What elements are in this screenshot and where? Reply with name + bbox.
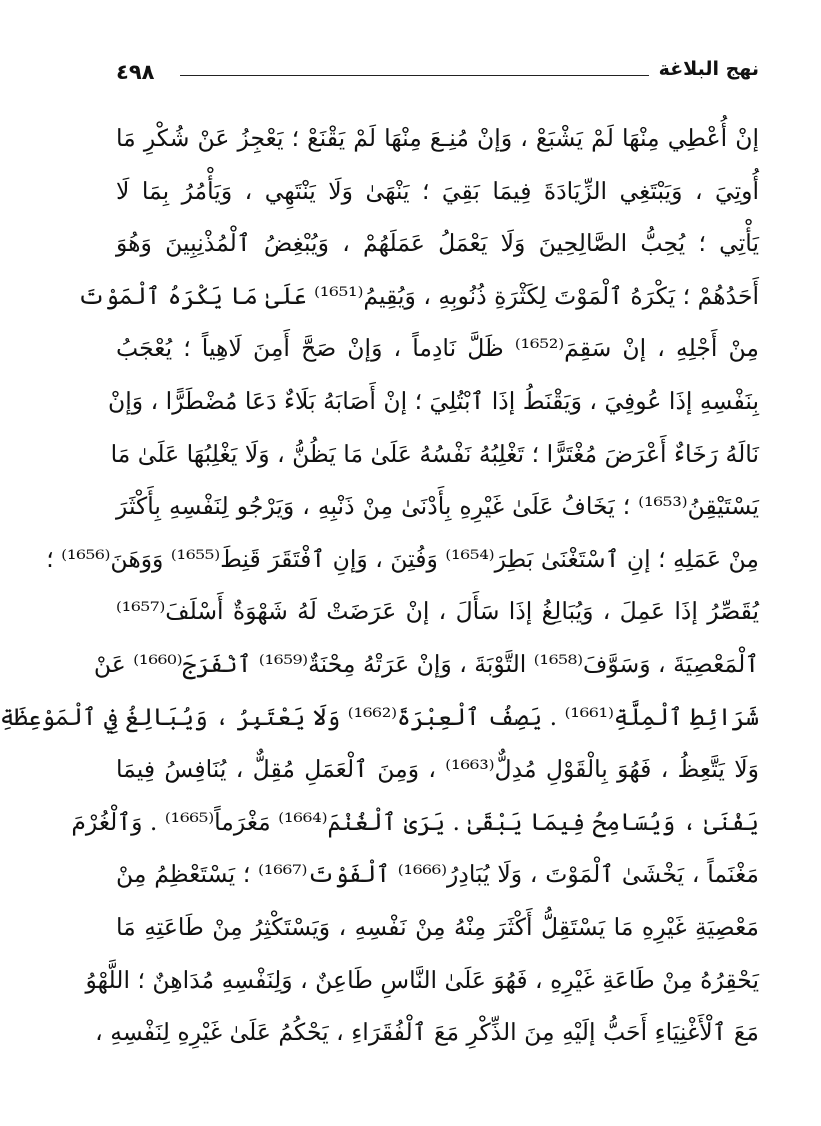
body-text <box>0 112 760 1059</box>
text-line: أُوتِيَ ، وَيَبْتَغِي الزِّيَادَةَ فِيمَا بَقِيَ ؛ يَنْهَىٰ وَلَا يَنْتَهِي ، وَيَأْمُرُ بِمَا لَا <box>116 176 759 205</box>
text-line: شَرَائِطِ ٱلْمِلَّةِ⁽¹⁶⁶¹⁾ . يَصِفُ ٱلْعِبْرَةَ⁽¹⁶⁶²⁾ وَلَا يَعْتَبِرُ ، وَيُبَالِغُ فِي ٱلْمَوْعِظَةِ <box>0 702 759 731</box>
text-line: يَسْتَيْقِنُ⁽¹⁶⁵³⁾ ؛ يَخَافُ عَلَىٰ غَيْرِهِ بِأَدْنَىٰ مِنْ ذَنْبِهِ ، وَيَرْجُو لِنَفْسِهِ بِأَكْثَرَ <box>116 492 759 521</box>
text-line: يَأْتِي ؛ يُحِبُّ الصَّالِحِينَ وَلَا يَعْمَلُ عَمَلَهُمْ ، وَيُبْغِضُ ٱلْمُذْنِبِينَ وَهُوَ <box>116 229 759 258</box>
text-line: مَعْصِيَةِ غَيْرِهِ مَا يَسْتَقِلُّ أَكْثَرَ مِنْهُ مِنْ نَفْسِهِ ، وَيَسْتَكْثِرُ مِنْ طَاعَتِهِ مَا <box>116 912 759 941</box>
text-line: أَحَدُهُمْ ؛ يَكْرَهُ ٱلْمَوْتَ لِكَثْرَةِ ذُنُوبِهِ ، وَيُقِيمُ⁽¹⁶⁵¹⁾ عَلَىٰ مَا يَكْرَهُ ٱلْمَوْتَ <box>77 281 759 310</box>
text-line: يَفْنَىٰ ، وَيُسَامِحُ فِيمَا يَبْقَىٰ . يَرَىٰ ٱلْغُنْمَ⁽¹⁶⁶⁴⁾ مَغْرَماً⁽¹⁶⁶⁵⁾ . وَٱلْغُرْمَ <box>71 807 759 836</box>
book-title: نهج البلاغة <box>658 58 759 80</box>
text-line: بِنَفْسِهِ إذَا عُوفِيَ ، وَيَقْنَطُ إذَا ٱبْتُلِيَ ؛ إنْ أَصَابَهُ بَلَاءٌ دَعَا مُضْطَرًّا ، وَإنْ <box>108 386 759 415</box>
text-line: ٱلْمَعْصِيَةَ ، وَسَوَّفَ⁽¹⁶⁵⁸⁾ التَّوْبَةَ ، وَإنْ عَرَتْهُ مِحْنَةٌ⁽¹⁶⁵⁹⁾ ٱنْفَرَجَ⁽¹⁶⁶⁰⁾ عَنْ <box>93 649 759 678</box>
text-line: يَحْقِرُهُ مِنْ طَاعَةِ غَيْرِهِ ، فَهُوَ عَلَىٰ النَّاسِ طَاعِنٌ ، وَلِنَفْسِهِ مُدَاهِنٌ ؛ اللَّهْوُ <box>85 965 759 994</box>
text-line: نَالَهُ رَخَاءٌ أَعْرَضَ مُغْتَرًّا ؛ تَغْلِبُهُ نَفْسُهُ عَلَىٰ مَا يَظُنُّ ، وَلَا يَغْلِبُهَا عَلَىٰ مَا <box>110 439 759 468</box>
header-rule <box>180 75 649 76</box>
text-line: مَعَ ٱلْأَغْنِيَاءِ أَحَبُّ إلَيْهِ مِنَ الذِّكْرِ مَعَ ٱلْفُقَرَاءِ ، يَحْكُمُ عَلَىٰ غَيْرِهِ لِنَفْسِهِ ، <box>95 1018 759 1047</box>
page-number: ٤٩٨ <box>116 60 155 84</box>
text-line: إنْ أُعْطِي مِنْهَا لَمْ يَشْبَعْ ، وَإنْ مُنِـعَ مِنْهَا لَمْ يَقْنَعْ ؛ يَعْجِزُ عَنْ شُكْرِ مَا <box>116 124 759 152</box>
text-line: يُقَصِّرُ إذَا عَمِلَ ، وَيُبَالِغُ إذَا سَأَلَ ، إنْ عَرَضَتْ لَهُ شَهْوَةٌ أَسْلَفَ⁽¹⁶⁵⁷⁾ <box>116 597 759 626</box>
text-line: مِنْ أَجْلِهِ ، إنْ سَقِمَ⁽¹⁶⁵²⁾ ظَلَّ نَادِماً ، وَإنْ صَحَّ أَمِنَ لَاهِياً ؛ يُعْجَبُ <box>116 334 760 363</box>
text-line: مِنْ عَمَلِهِ ؛ إنِ ٱسْتَغْنَىٰ بَطِرَ⁽¹⁶⁵⁴⁾ وَفُتِنَ ، وَإنِ ٱفْتَقَرَ قَنِطَ⁽¹⁶⁵⁵⁾ وَوَهَنَ⁽¹⁶⁵⁶⁾ ؛ <box>46 544 759 573</box>
page-header <box>116 58 759 92</box>
text-line: مَغْنَماً ، يَخْشَىٰ ٱلْمَوْتَ ، وَلَا يُبَادِرُ⁽¹⁶⁶⁶⁾ ٱلْفَوْتَ⁽¹⁶⁶⁷⁾ ؛ يَسْتَعْظِمُ مِنْ <box>116 860 760 889</box>
text-line: وَلَا يَتَّعِظُ ، فَهُوَ بِالْقَوْلِ مُدِلٌّ⁽¹⁶⁶³⁾ ، وَمِنَ ٱلْعَمَلِ مُقِلٌّ ، يُنَافِسُ فِيمَا <box>116 755 759 784</box>
